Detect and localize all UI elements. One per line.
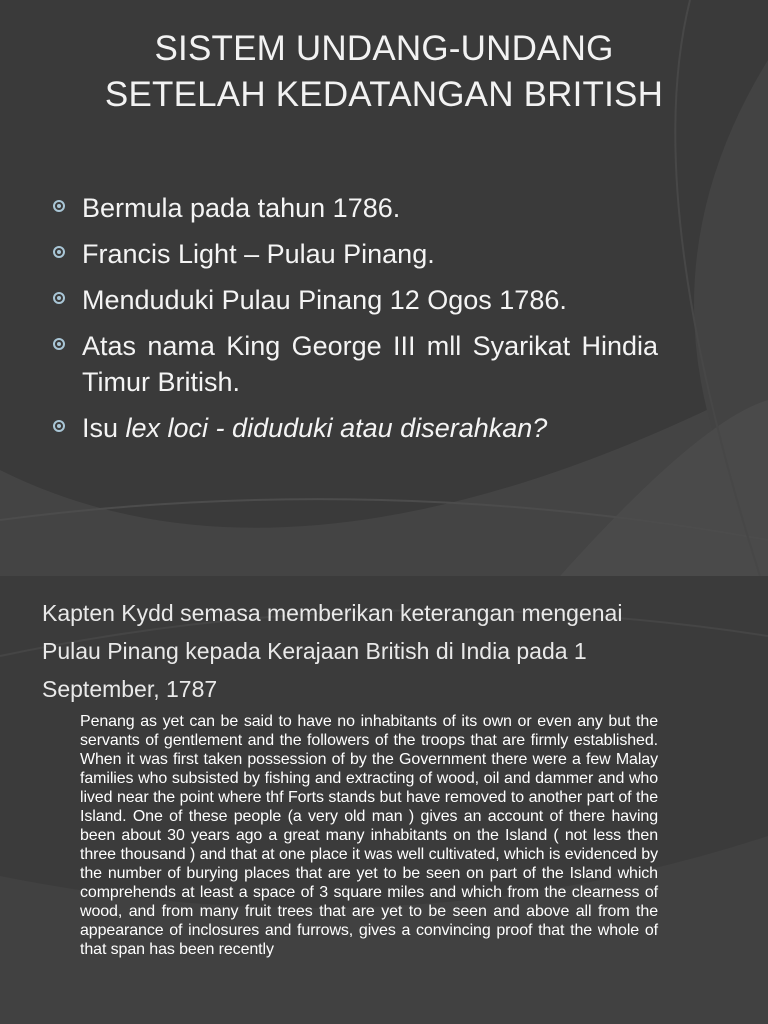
slide-2-heading: Kapten Kydd semasa memberikan keterangan mengenai Pulau Pinang kepada Kerajaan British di India pada 1 September, 1787 [42,600,623,702]
bullet-text-prefix: Isu [82,413,126,443]
bullet-item [50,328,658,400]
bullet-text: Bermula pada tahun 1786. [82,193,401,223]
circle-bullet-icon [53,420,65,432]
quote-body-text: Penang as yet can be said to have no inhabitants of its own or even any but the servants of gentlement and the followers of the troops that are firmly established. When it was first taken possession of by the Government there were a few Malay families who subsisted by fishing and extracting of wood, oil and dammer and who lived near the point where thf Forts stands but have removed to another part of the Island. One of these people (a very old man ) gives an account of there having been about 30 years ago a great many inhabitants on the Island ( not less then three thousand ) and that at one place it was well cultivated, which is evidenced by the number of burying places that are yet to be seen on part of the Island which comprehends at least a space of 3 square miles and which from the clearness of wood, and from many fruit trees that are yet to be seen and above all from the appearance of inclosures and furrows, gives a convincing proof that the whole of that span has been recently [80,713,658,958]
title-line-1: SISTEM UNDANG-UNDANG [154,29,614,68]
circle-bullet-icon [53,292,65,304]
bullet-text-italic: lex loci - diduduki atau diserahkan? [125,413,548,443]
bullet-item [50,236,658,272]
circle-bullet-icon [53,246,65,258]
bullet-item [50,282,658,318]
slide-2 [0,576,768,1024]
bullet-item [50,190,658,226]
bullet-text: Atas nama King George III mll Syarikat Hindia Timur British. [82,331,658,397]
bullet-text: Francis Light – Pulau Pinang. [82,239,435,269]
bullet-text: Menduduki Pulau Pinang 12 Ogos 1786. [82,285,567,315]
slide-title [0,26,768,118]
title-line-2: SETELAH KEDATANGAN BRITISH [104,75,664,114]
circle-bullet-icon [53,200,65,212]
bullet-item [50,410,658,446]
bullet-list [50,190,658,456]
circle-bullet-icon [53,338,65,350]
